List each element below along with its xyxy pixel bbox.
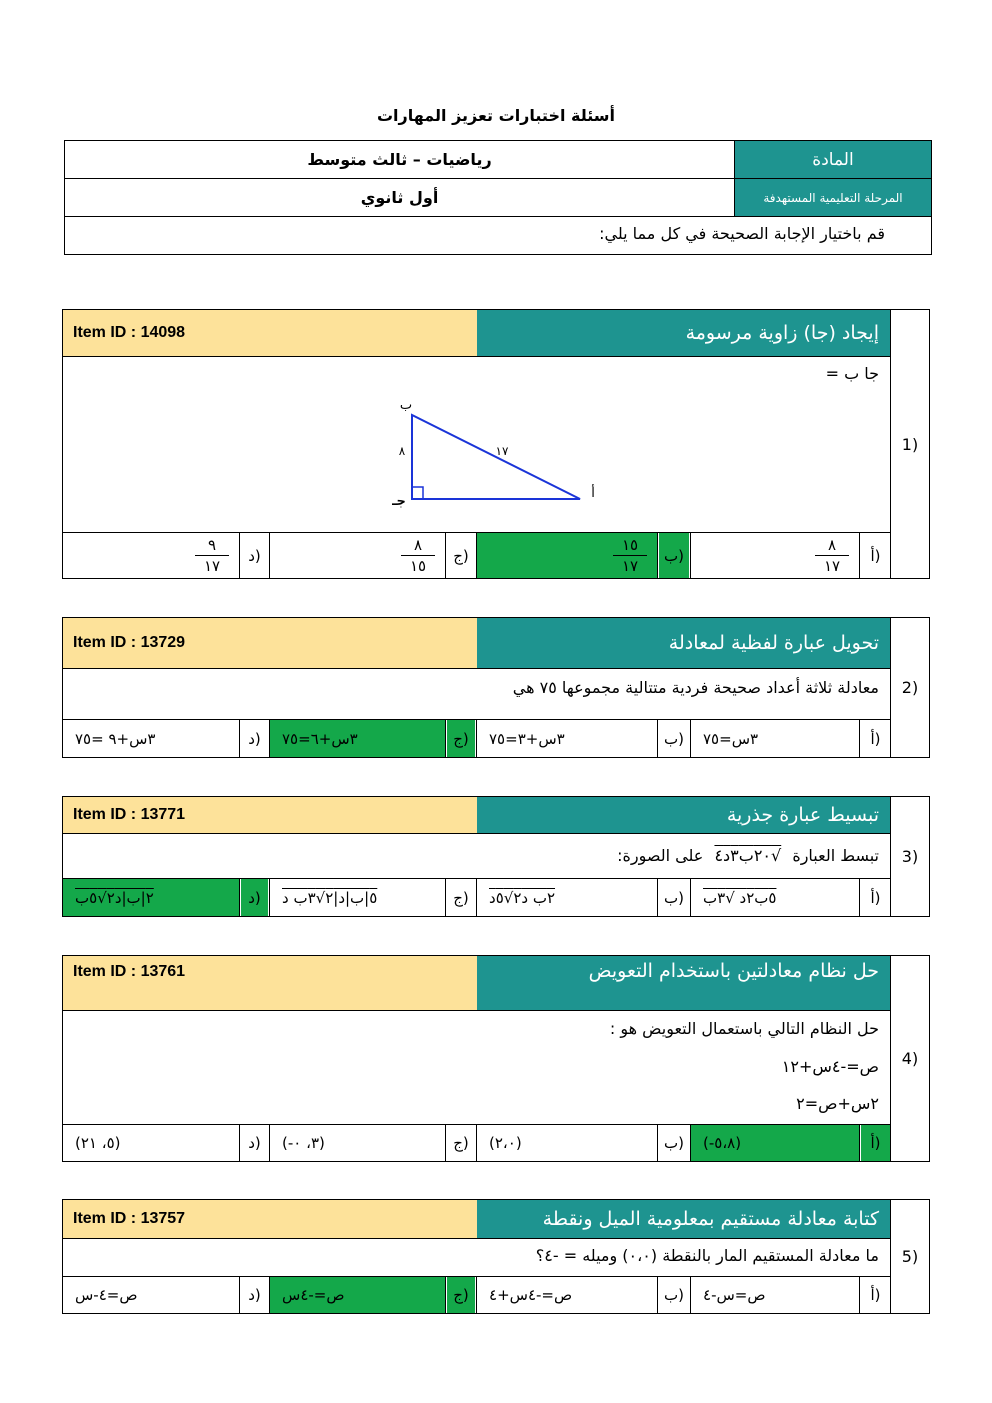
question-4-item-id: Item ID : 13761: [63, 956, 477, 1010]
q5-option-c[interactable]: ص=-٤س: [269, 1277, 446, 1313]
question-4-equation-1: ص=-٤س+١٢: [781, 1057, 879, 1076]
q1-option-b[interactable]: [476, 533, 658, 578]
question-5-title: كتابة معادلة مستقيم بمعلومية الميل ونقطة: [477, 1200, 891, 1238]
q3-option-d[interactable]: [63, 879, 240, 916]
q1-a-num: ٨: [827, 536, 837, 554]
q1-b-num: ١٥: [621, 536, 639, 554]
q5-option-a-label: أ): [870, 1286, 881, 1304]
q5-option-a[interactable]: ص=س-٤: [690, 1277, 860, 1313]
q5-option-b-label: ب): [664, 1286, 684, 1304]
q2-option-b-label: ب): [664, 729, 684, 748]
q4-option-b[interactable]: (٢،٠): [476, 1125, 658, 1161]
q1-d-num: ٩: [207, 536, 217, 554]
q1-a-den: ١٧: [823, 557, 841, 575]
right-angle-mark: [412, 487, 423, 499]
stage-value: أول ثانوي: [360, 188, 439, 207]
q5-option-d[interactable]: ص=٤-س: [63, 1277, 240, 1313]
q4-option-c-label: ج): [453, 1134, 469, 1152]
q4-option-b-label: ب): [664, 1134, 684, 1152]
q3-d-text: ٢|ب|د٢√٥ب: [75, 888, 154, 907]
q1-option-d-label: د): [248, 546, 261, 565]
q2-hline-1: [63, 668, 891, 669]
question-4-title: حل نظام معادلتين باستخدام التعويض: [477, 956, 891, 1010]
q1-options-row: [63, 533, 890, 578]
q1-c-num: ٨: [413, 536, 423, 554]
question-4-equation-2: ٢س+ص=٢: [796, 1094, 879, 1113]
question-1-item-id: Item ID : 14098: [63, 310, 477, 356]
q3-c-text: ٥|ب|د|٢√٣ب د: [282, 888, 378, 907]
instruction-text: قم باختيار الإجابة الصحيحة في كل مما يلي:: [599, 224, 885, 243]
question-1-number: 1): [901, 434, 919, 454]
q3-a-text: ٥ب٢د √٣ب: [703, 888, 777, 907]
question-4-number: 4): [901, 1049, 919, 1068]
q3-stem-before: تبسط العبارة: [792, 846, 879, 865]
q3-option-b[interactable]: [476, 879, 658, 916]
q3-option-c-label: ج): [453, 888, 469, 907]
q1-option-d[interactable]: [63, 533, 240, 578]
q3-stem-after: على الصورة:: [617, 846, 704, 865]
q3-option-a[interactable]: [690, 879, 860, 916]
q1-d-den: ١٧: [203, 557, 221, 575]
question-2-number: 2): [901, 678, 919, 697]
q2-option-d-label: د): [248, 729, 261, 748]
question-5-item-id: Item ID : 13757: [63, 1200, 477, 1238]
q1-option-b-label: ب): [659, 533, 689, 578]
subject-value: رياضيات – ثالث متوسط: [307, 150, 492, 169]
vertex-c-label: جـ: [392, 494, 406, 509]
q1-option-a-label: أ): [870, 546, 881, 565]
question-2-title: تحويل عبارة لفظية لمعادلة: [477, 618, 891, 668]
vertex-a-label: أ: [591, 486, 595, 501]
q3-hline-1: [63, 833, 891, 834]
question-3-title: تبسيط عبارة جذرية: [477, 797, 891, 833]
question-5-number: 5): [901, 1247, 919, 1266]
q1-option-c-label: ج): [453, 546, 469, 565]
q1-hline-1: [63, 356, 891, 357]
vertex-b-label: ب: [399, 398, 413, 413]
side-bc-label: ٨: [398, 444, 406, 458]
q1-option-c[interactable]: [269, 533, 446, 578]
q1-b-den: ١٧: [621, 557, 639, 575]
q5-hline-1: [63, 1238, 891, 1239]
q3-option-a-label: أ): [870, 888, 881, 907]
q2-option-d[interactable]: ٣س+٩ =٧٥: [63, 720, 240, 757]
q3-option-d-label: د): [241, 879, 268, 916]
q3-b-text: ٢ب د٢√٥د: [489, 888, 556, 907]
q3-stem-radical: √٢٠ب٣د٤: [714, 846, 782, 865]
q2-option-b[interactable]: ٣س+٣=٧٥: [476, 720, 658, 757]
q3-option-c[interactable]: [269, 879, 446, 916]
q4-option-c[interactable]: (-٣، ٠): [269, 1125, 446, 1161]
question-2-item-id: Item ID : 13729: [63, 618, 477, 668]
q3-options-row: [63, 879, 890, 916]
question-3-number: 3): [901, 847, 919, 866]
q5-option-c-label: ج): [447, 1277, 475, 1313]
page-title: أسئلة اختبارات تعزيز المهارات: [376, 106, 616, 125]
q4-option-a-label: أ): [861, 1125, 890, 1161]
subject-label: المادة: [735, 141, 931, 178]
header-hline-2: [64, 216, 932, 217]
q4-options-row: [63, 1125, 890, 1161]
question-3-item-id: Item ID : 13771: [63, 797, 477, 833]
q2-option-c[interactable]: ٣س+٦=٧٥: [269, 720, 446, 757]
q2-option-a-label: أ): [870, 729, 881, 748]
question-5-stem: ما معادلة المستقيم المار بالنقطة (٠،٠) وميله = -٤؟: [535, 1246, 879, 1265]
q5-options-row: [63, 1277, 890, 1313]
question-1-title: إيجاد (جا) زاوية مرسومة: [477, 310, 891, 356]
question-3-stem: [63, 846, 889, 865]
q4-option-a[interactable]: (-٥،٨): [690, 1125, 860, 1161]
q3-option-b-label: ب): [664, 888, 684, 907]
q2-options-row: [63, 720, 890, 757]
side-ab-label: ١٧: [495, 444, 509, 458]
q2-option-c-label: ج): [447, 720, 475, 757]
triangle-figure: [390, 395, 610, 515]
q5-option-b[interactable]: ص=-٤س+٤: [476, 1277, 658, 1313]
q4-option-d[interactable]: (٥، ٢١): [63, 1125, 240, 1161]
header-vline: [734, 140, 735, 217]
q1-c-den: ١٥: [409, 557, 427, 575]
q2-option-a[interactable]: ٣س=٧٥: [690, 720, 860, 757]
q4-option-d-label: د): [248, 1134, 261, 1152]
q4-hline-1: [63, 1010, 891, 1011]
question-2-stem: معادلة ثلاثة أعداد صحيحة فردية متتالية مجموعها ٧٥ هي: [512, 678, 879, 697]
q5-option-d-label: د): [248, 1286, 261, 1304]
q1-option-a[interactable]: [690, 533, 860, 578]
stage-label: المرحلة التعليمية المستهدفة: [735, 179, 931, 216]
question-4-stem: حل النظام التالي باستعمال التعويض هو :: [609, 1019, 879, 1038]
question-1-stem: جا ب =: [825, 364, 879, 383]
